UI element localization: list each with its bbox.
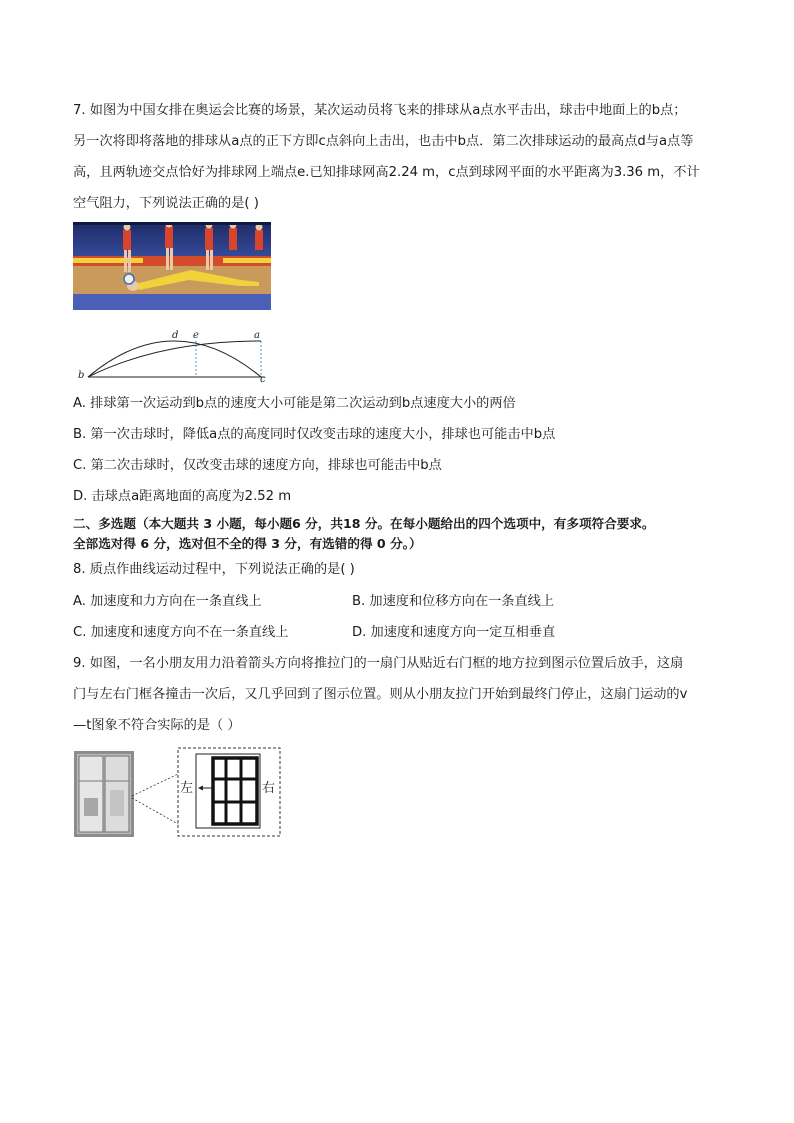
volleyball-photo [73, 222, 271, 310]
label-c: c [260, 374, 266, 382]
door-photo [74, 751, 134, 837]
sliding-door-figure [74, 746, 284, 838]
label-e: e [193, 330, 199, 341]
q8-stem: 8. 质点作曲线运动过程中，下列说法正确的是( ) [73, 562, 355, 577]
q7-stem-line-2: 另一次将即将落地的排球从a点的正下方即c点斜向上击出，也击中b点．第二次排球运动的最高点d与a点等 [73, 134, 694, 149]
q9-stem-line-1: 9. 如图，一名小朋友用力沿着箭头方向将推拉门的一扇门从贴近右门框的地方拉到图示位置后放手，这扇 [73, 656, 684, 671]
q7-option-a[interactable]: A. 排球第一次运动到b点的速度大小可能是第二次运动到b点速度大小的两倍 [73, 396, 516, 411]
label-right: 右 [262, 781, 276, 796]
q7-stem-line-4: 空气阻力，下列说法正确的是( ) [73, 196, 259, 211]
section-2-desc-2: 全部选对得 6 分，选对但不全的得 3 分，有选错的得 0 分。） [73, 536, 422, 551]
q8-option-a[interactable]: A. 加速度和力方向在一条直线上 [73, 594, 262, 609]
q9-stem-line-2: 门与左右门框各撞击一次后，又几乎回到了图示位置。则从小朋友拉门开始到最终门停止，这扇门运动的v [73, 687, 688, 702]
q7-option-b[interactable]: B. 第一次击球时，降低a点的高度同时仅改变击球的速度大小，排球也可能击中b点 [73, 427, 556, 442]
second-trajectory [88, 341, 261, 377]
label-left: 左 [180, 781, 194, 796]
label-b: b [78, 370, 85, 381]
q9-stem-line-3: —t图象不符合实际的是（ ） [73, 718, 241, 733]
q7-option-d[interactable]: D. 击球点a距离地面的高度为2.52 m [73, 489, 292, 504]
q7-stem-line-1: 7. 如图为中国女排在奥运会比赛的场景，某次运动员将飞来的排球从a点水平击出，球击中地面上的b点； [73, 103, 687, 118]
door-leaf [213, 758, 257, 824]
section-2-desc-1: （本大题共 3 小题，每小题6 分，共18 分。在每小题给出的四个选项中，有多项符合要求。 [135, 516, 655, 531]
q8-option-d[interactable]: D. 加速度和速度方向一定互相垂直 [352, 625, 556, 640]
section-2-heading-line-1 [73, 514, 655, 534]
trajectory-diagram [74, 326, 274, 382]
label-a: a [254, 330, 260, 341]
q8-option-c[interactable]: C. 加速度和速度方向不在一条直线上 [73, 625, 289, 640]
q7-option-c[interactable]: C. 第二次击球时，仅改变击球的速度方向，排球也可能击中b点 [73, 458, 442, 473]
label-d: d [172, 330, 179, 341]
section-2-title: 二、多选题 [73, 516, 136, 531]
q8-option-b[interactable]: B. 加速度和位移方向在一条直线上 [352, 594, 555, 609]
q7-stem-line-3: 高，且两轨迹交点恰好为排球网上端点e.已知排球网高2.24 m，c点到球网平面的水平距离为3.36 m，不计 [73, 165, 700, 180]
